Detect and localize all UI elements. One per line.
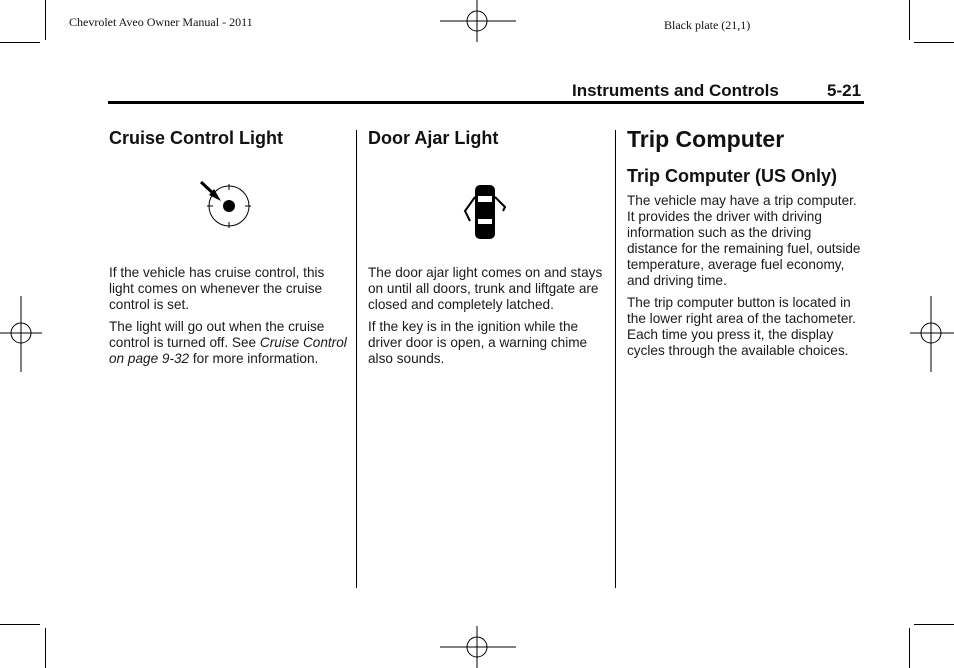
door-ajar-body — [368, 265, 608, 373]
door-ajar-heading: Door Ajar Light — [368, 128, 499, 148]
registration-target-left-icon — [0, 296, 42, 372]
cruise-control-body — [109, 265, 349, 373]
trip-computer-title: Trip Computer — [627, 126, 785, 152]
column-divider-2 — [615, 130, 616, 588]
door-ajar-paragraph-1: The door ajar light comes on and stays on until all doors, trunk and liftgate are closed and completely latched. — [368, 265, 603, 312]
cruise-control-p2-start: The light will go out when the cruise control is turned off. See — [109, 319, 325, 350]
plate-label: Black plate (21,1) — [664, 18, 751, 32]
cruise-control-paragraph-1: If the vehicle has cruise control, this light comes on whenever the cruise control is set. — [109, 265, 325, 312]
trip-computer-us-heading: Trip Computer (US Only) — [627, 166, 838, 186]
registration-target-right-icon — [910, 296, 954, 372]
column-divider-1 — [356, 130, 357, 588]
page-number: 5-21 — [827, 81, 862, 100]
trip-computer-body — [627, 193, 861, 365]
trip-computer-paragraph-1: The vehicle may have a trip computer. It provides the driver with driving information such as the driving distance for the remaining fuel, outside temperature, average fuel economy, and driving time. — [627, 193, 861, 288]
registration-target-bottom-icon — [440, 626, 516, 668]
trip-computer-paragraph-2: The trip computer button is located in the lower right area of the tachometer. Each time you press it, the display cycles through the available choices. — [627, 295, 856, 358]
cruise-control-indicator-icon — [196, 176, 258, 230]
door-ajar-indicator-icon — [460, 183, 510, 241]
cruise-control-paragraph-2 — [109, 319, 349, 367]
registration-target-top-icon — [440, 0, 516, 42]
manual-title: Chevrolet Aveo Owner Manual - 2011 — [69, 15, 253, 29]
door-ajar-paragraph-2: If the key is in the ignition while the driver door is open, a warning chime also sounds. — [368, 319, 588, 366]
cruise-control-p2-end: for more information. — [189, 351, 319, 366]
section-title: Instruments and Controls — [572, 81, 779, 100]
header-rule — [108, 101, 864, 104]
cruise-control-heading: Cruise Control Light — [109, 128, 283, 148]
cruise-control-link[interactable]: Cruise Control on page 9-32 — [109, 335, 347, 366]
